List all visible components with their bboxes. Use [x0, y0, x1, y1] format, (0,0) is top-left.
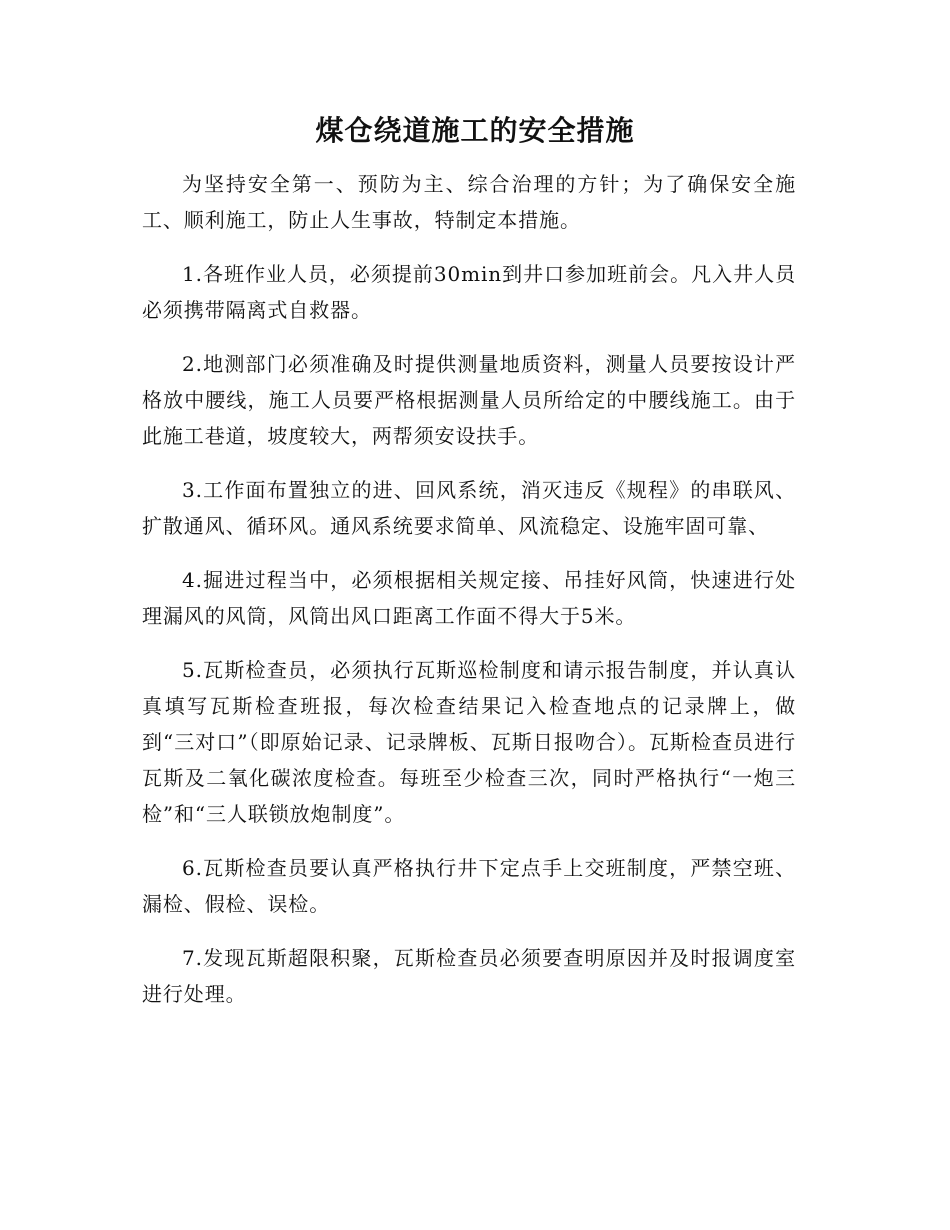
measure-7-paragraph: 7.发现瓦斯超限积聚，瓦斯检查员必须要查明原因并及时报调度室进行处理。	[142, 946, 796, 1006]
measure-4-paragraph: 4.掘进过程当中，必须根据相关规定接、吊挂好风筒，快速进行处理漏风的风筒，风筒出风口距离工作面不得大于5米。	[142, 568, 796, 628]
measure-5-paragraph: 5.瓦斯检查员，必须执行瓦斯巡检制度和请示报告制度，并认真认真填写瓦斯检查班报，每次检查结果记入检查地点的记录牌上，做到“三对口”（即原始记录、记录牌板、瓦斯日报吻合）。瓦斯检查员进行瓦斯及二氧化碳浓度检查。每班至少检查三次，同时严格执行“一炮三检”和“三人联锁放炮制度”。	[142, 658, 796, 826]
document-title: 煤仓绕道施工的安全措施	[315, 114, 635, 147]
intro-paragraph: 为坚持安全第一、预防为主、综合治理的方针；为了确保安全施工、顺利施工，防止人生事故，特制定本措施。	[142, 172, 796, 232]
measure-6-paragraph: 6.瓦斯检查员要认真严格执行井下定点手上交班制度，严禁空班、漏检、假检、误检。	[142, 856, 796, 916]
measure-2-paragraph: 2.地测部门必须准确及时提供测量地质资料，测量人员要按设计严格放中腰线，施工人员要严格根据测量人员所给定的中腰线施工。由于此施工巷道，坡度较大，两帮须安设扶手。	[142, 352, 796, 448]
document-body	[142, 166, 796, 1030]
measure-1-paragraph: 1.各班作业人员，必须提前30min到井口参加班前会。凡入井人员必须携带隔离式自救器。	[142, 262, 796, 322]
measure-3-paragraph: 3.工作面布置独立的进、回风系统，消灭违反《规程》的串联风、扩散通风、循环风。通风系统要求简单、风流稳定、设施牢固可靠、	[142, 478, 796, 538]
